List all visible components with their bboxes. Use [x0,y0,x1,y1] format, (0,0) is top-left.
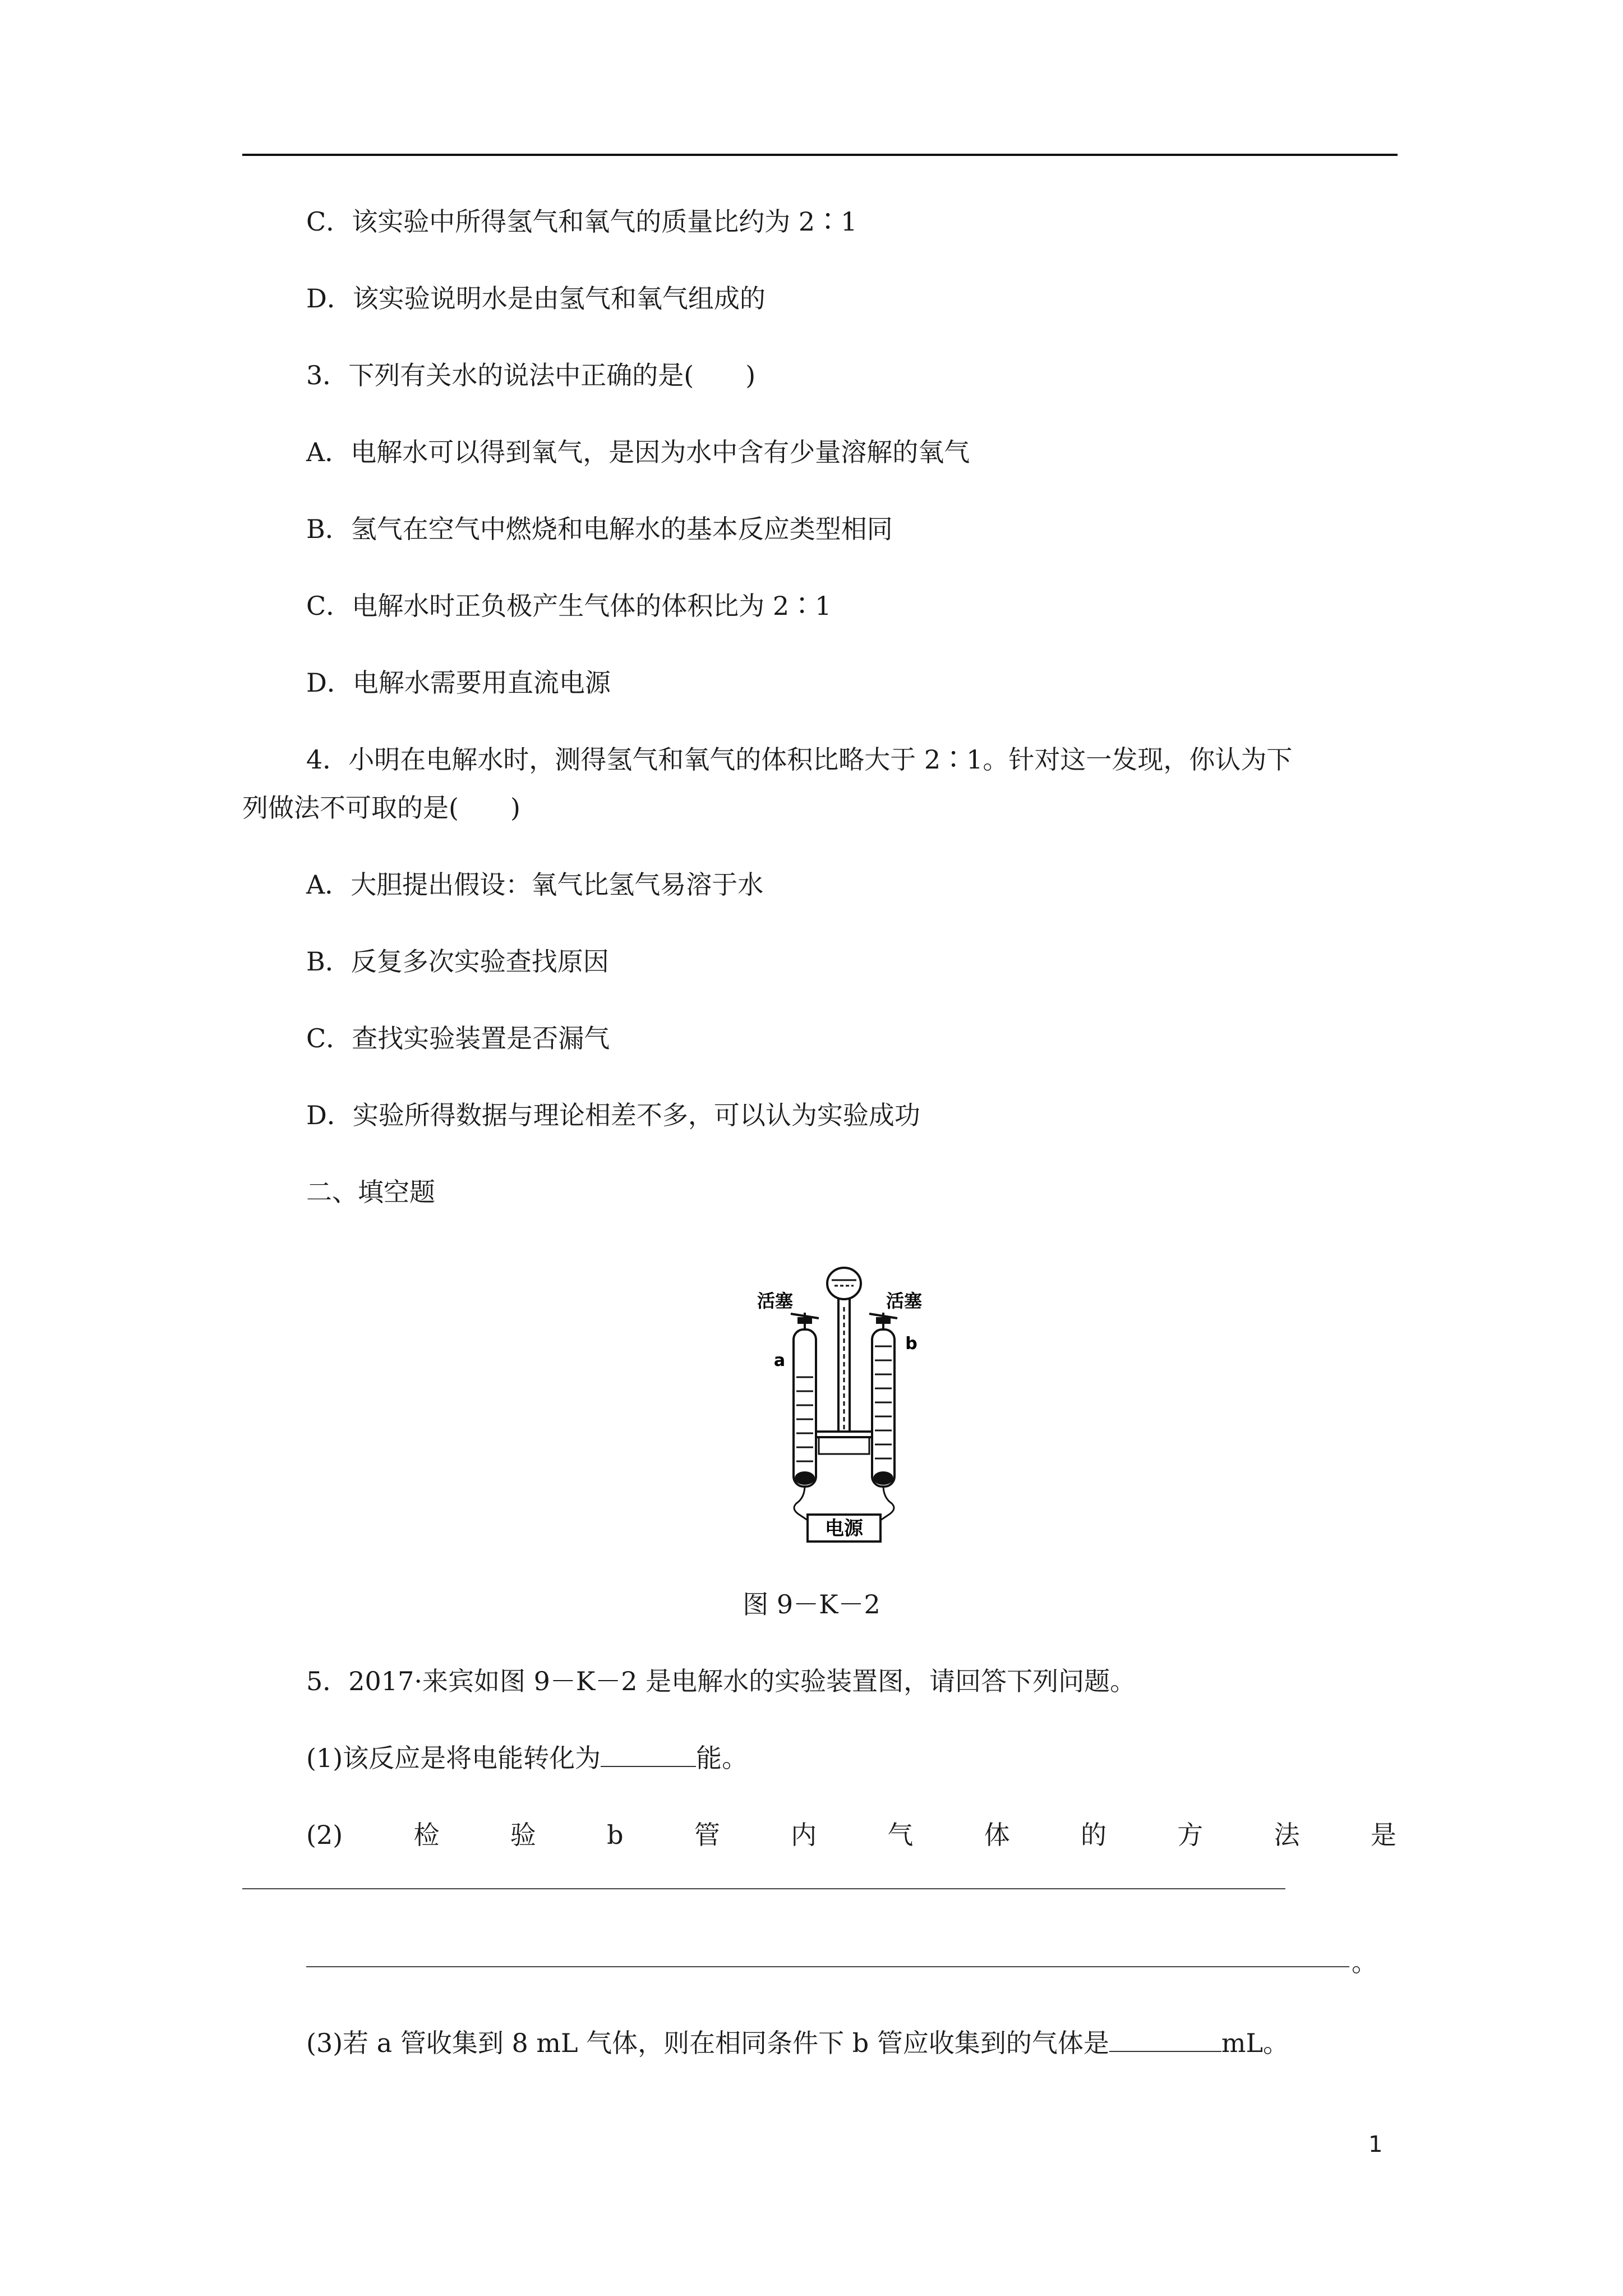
q3-option-d: D．电解水需要用直流电源 [306,668,611,698]
q5-part2-char: 法 [1274,1820,1300,1850]
q5-part2-char: 管 [694,1820,720,1850]
q3-option-b: B．氢气在空气中燃烧和电解水的基本反应类型相同 [306,514,893,544]
electrolysis-apparatus-diagram [751,1251,931,1554]
q5-part1-suffix: 能。 [696,1743,748,1773]
q5-part2-char: 验 [510,1820,536,1850]
q5-part3-blank[interactable] [1109,2026,1221,2052]
power-label: 电源 [825,1517,863,1540]
q4-option-d: D．实验所得数据与理论相差不多，可以认为实验成功 [306,1100,920,1130]
figure-caption: 图 9－K－2 [743,1589,880,1619]
q2-option-d: D．该实验说明水是由氢气和氧气组成的 [306,283,766,314]
q5-part2-char: 方 [1177,1820,1204,1850]
q5-part2-answer-line-1[interactable] [242,1888,1285,1889]
q3-option-a: A．电解水可以得到氧气，是因为水中含有少量溶解的氧气 [306,437,970,467]
q5-part2 [306,1818,1396,1852]
q4-option-a: A．大胆提出假设：氧气比氢气易溶于水 [306,869,764,900]
q5-part3-prefix: (3)若 a 管收集到 8 mL 气体，则在相同条件下 b 管应收集到的气体是 [306,2028,1109,2058]
q5-part2-char: 气 [887,1820,914,1850]
q5-part1-blank[interactable] [601,1741,696,1767]
q3-stem: 3．下列有关水的说法中正确的是( ) [306,360,756,390]
q5-part2-char: 是 [1370,1820,1396,1850]
q4-option-b: B．反复多次实验查找原因 [306,946,609,977]
q4-stem-line2: 列做法不可取的是( ) [242,793,520,823]
q5-part2-end: 。 [1352,1947,1377,1977]
q5-part2-char: 的 [1081,1820,1106,1850]
q5-part3 [306,2026,1289,2060]
q5-part2-char: b [607,1820,624,1850]
q5-stem: 5．2017·来宾如图 9－K－2 是电解水的实验装置图，请回答下列问题。 [306,1666,1136,1696]
q5-part3-suffix: mL。 [1221,2028,1289,2058]
q2-option-c: C．该实验中所得氢气和氧气的质量比约为 2∶1 [306,206,857,237]
tube-label-a: a [773,1351,786,1370]
page-number: 1 [1368,2132,1383,2157]
q5-part1-prefix: (1)该反应是将电能转化为 [306,1743,601,1773]
q4-option-c: C．查找实验装置是否漏气 [306,1023,610,1053]
q5-part2-char: 体 [984,1820,1010,1850]
valve-label-left: 活塞 [757,1290,794,1312]
q5-part2-answer-line-2[interactable] [306,1966,1349,1967]
q4-stem-line1: 4．小明在电解水时，测得氢气和氧气的体积比略大于 2∶1。针对这一发现，你认为下 [306,744,1293,775]
q5-part1 [306,1741,748,1775]
q5-part2-char: 检 [413,1820,440,1850]
tube-label-b: b [905,1334,917,1354]
section-title: 二、填空题 [306,1177,435,1207]
q3-option-c: C．电解水时正负极产生气体的体积比为 2∶1 [306,591,832,621]
header-rule [242,154,1398,156]
q5-part2-char: 内 [791,1820,817,1850]
q5-part2-char: (2) [306,1820,343,1850]
valve-label-right: 活塞 [886,1290,923,1312]
